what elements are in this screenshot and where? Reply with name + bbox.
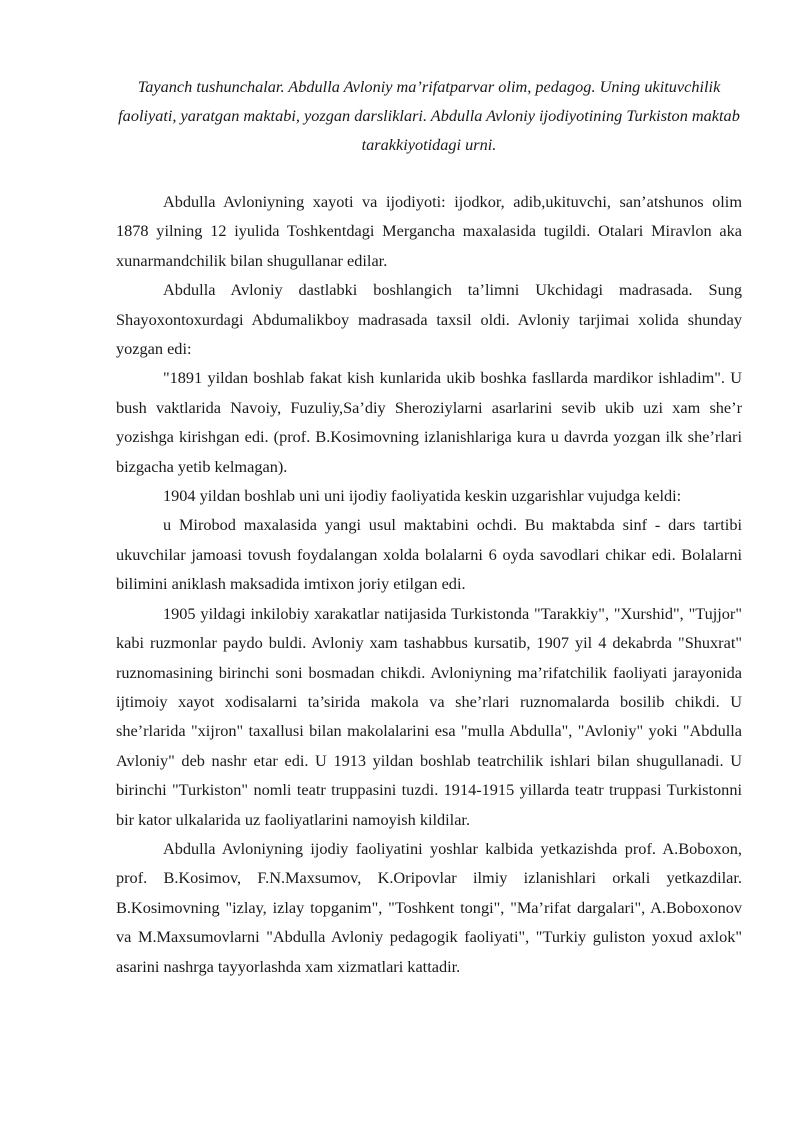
- key-concepts-intro: Tayanch tushunchalar. Abdulla Avloniy ma’rifatparvar olim, pedagog. Uning ukituvchilik faoliyati, yaratgan maktabi, yozgan darsliklari. Abdulla Avloniy ijodiyotining Turkiston maktab tarakkiyotidagi urni.: [118, 77, 740, 154]
- paragraph-education: Abdulla Avloniy dastlabki boshlangich ta’limni Ukchidagi madrasada. Sung Shayoxontoxurdagi Abdumalikboy madrasada taxsil oldi. Avloniy tarjimai xolida shunday yozgan edi:: [116, 280, 742, 359]
- paragraph-1904: 1904 yildan boshlab uni uni ijodiy faoliyatida keskin uzgarishlar vujudga keldi:: [163, 486, 682, 506]
- paragraph-1905-newspapers: 1905 yildagi inkilobiy xarakatlar natijasida Turkistonda "Tarakkiy", "Xurshid", "Tujjor" kabi ruzmonlar paydo buldi. Avloniy xam tashabbus kursatib, 1907 yil 4 dekabrda "Shuxrat" ruznomasining birinchi soni bosmadan chikdi. Avloniyning ma’rifatchilik faoliyati jarayonida ijtimoiy xayot xodisalarni ta’sirida makola va she’rlari ruznomalarda bosilib chikdi. U she’rlarida "xijron" taxallusi bilan makolalarini esa "mulla Abdulla", "Avloniy" yoki "Abdulla Avloniy" deb nashr etar edi. U 1913 yildan boshlab teatrchilik ishlari bilan shugullanadi. U birinchi "Turkiston" nomli teatr truppasini tuzdi. 1914-1915 yillarda teatr truppasi Turkistonni bir kator ulkalarida uz faoliyatlarini namoyish kildilar.: [116, 603, 742, 829]
- paragraph-research-legacy: Abdulla Avloniyning ijodiy faoliyatini yoshlar kalbida yetkazishda prof. A.Boboxon, prof. B.Kosimov, F.N.Maxsumov, K.Oripovlar ilmiy izlanishlari orkali yetkazdilar. B.Kosimovning "izlay, izlay topganim", "Toshkent tongi", "Ma’rifat dargalari", A.Boboxonov va M.Maxsumovlarni "Abdulla Avloniy pedagogik faoliyati", "Turkiy guliston yoxud axlok" asarini nashrga tayyorlashda xam xizmatlari kattadir.: [116, 838, 742, 976]
- paragraph-mirobod-school: u Mirobod maxalasida yangi usul maktabini ochdi. Bu maktabda sinf - dars tartibi ukuvchilar jamoasi tovush foydalangan xolda bolalarni 6 oyda savodlari chikar edi. Bolalarni bilimini aniklash maksadida imtixon joriy etilgan edi.: [116, 515, 742, 594]
- document-page: [116, 72, 742, 981]
- paragraph-quote-1891: "1891 yildan boshlab fakat kish kunlarida ukib boshka fasllarda mardikor ishladim". U bush vaktlarida Navoiy, Fuzuliy,Sa’diy Sheroziylarni asarlarini sevib ukib uzi xam she’r yozishga kirishgan edi. (prof. B.Kosimovning izlanishlariga kura u davrda yozgan ilk she’rlari bizgacha yetib kelmagan).: [116, 368, 742, 476]
- paragraph-biography: Abdulla Avloniyning xayoti va ijodiyoti: ijodkor, adib,ukituvchi, san’atshunos olim 1878 yilning 12 iyulida Toshkentdagi Mergancha maxalasida tugildi. Otalari Miravlon aka xunarmandchilik bilan shugullanar edilar.: [116, 192, 742, 270]
